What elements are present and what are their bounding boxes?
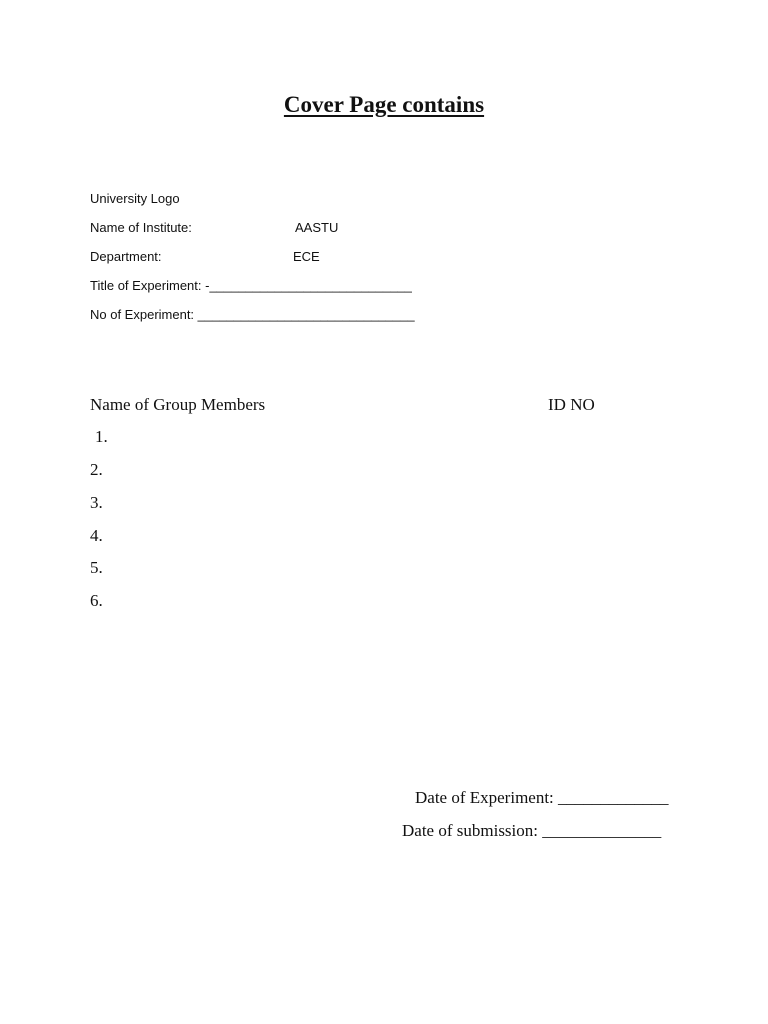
department-label: Department: bbox=[90, 249, 162, 264]
page-title: Cover Page contains bbox=[283, 92, 485, 117]
member-row-number: 4. bbox=[90, 526, 103, 545]
date-of-submission-line: Date of submission: ______________ bbox=[402, 821, 662, 840]
id-number-header: ID NO bbox=[548, 395, 595, 414]
university-logo-label: University Logo bbox=[90, 191, 180, 206]
group-members-header: Name of Group Members bbox=[90, 395, 266, 414]
institute-value: AASTU bbox=[295, 220, 339, 235]
member-row-number: 5. bbox=[90, 558, 103, 577]
department-value: ECE bbox=[293, 249, 320, 264]
member-row-number: 3. bbox=[90, 493, 103, 512]
member-row-number: 1. bbox=[95, 427, 108, 446]
date-of-experiment-line: Date of Experiment: _____________ bbox=[415, 788, 669, 807]
experiment-title-line: Title of Experiment: -____________________________ bbox=[90, 278, 412, 293]
member-row-number: 2. bbox=[90, 460, 103, 479]
institute-label: Name of Institute: bbox=[90, 220, 192, 235]
experiment-number-line: No of Experiment: ______________________________ bbox=[90, 307, 415, 322]
member-row-number: 6. bbox=[90, 591, 103, 610]
